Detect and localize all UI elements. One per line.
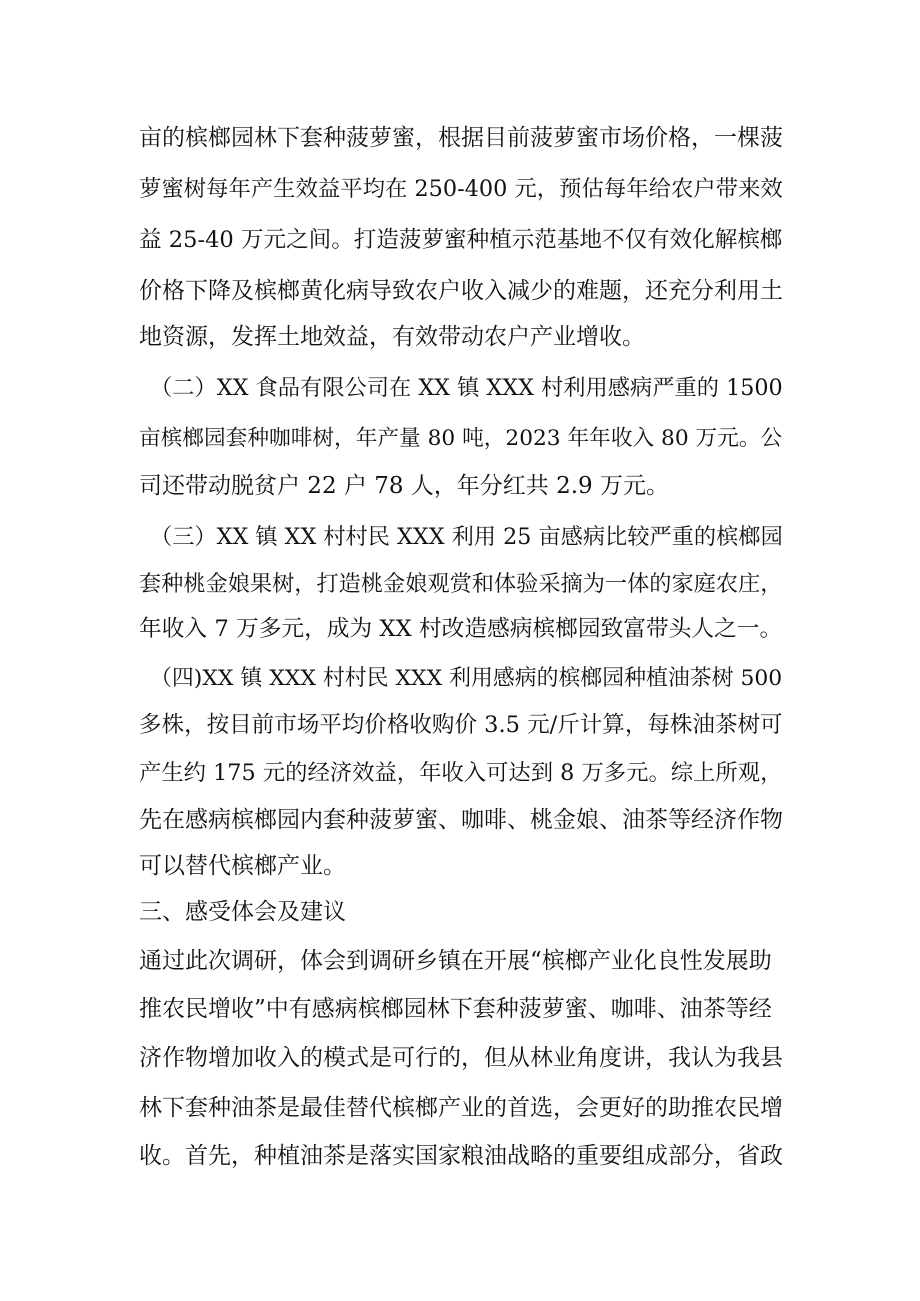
body-line-1 <box>139 122 783 154</box>
section-two-line-1: （二）XX 食品有限公司在 XX 镇 XXX 村利用感病严重的 1500 <box>150 375 783 401</box>
conclusion-line-5: 收。首先，种植油茶是落实国家粮油战略的重要组成部分，省政 <box>139 1143 783 1169</box>
body-line-4: 价格下降及槟榔黄化病导致农户收入减少的难题，还充分利用土 <box>139 278 783 304</box>
section-two-line-3: 司还带动脱贫户 22 户 78 人，年分红共 2.9 万元。 <box>139 473 669 499</box>
section-two-line-2: 亩槟榔园套种咖啡树，年产量 80 吨，2023 年年收入 80 万元。公 <box>139 426 783 451</box>
section-four-line-4: 先在感病槟榔园内套种菠萝蜜、咖啡、桃金娘、油茶等经济作物 <box>139 807 783 833</box>
conclusion-line-4: 林下套种油茶是最佳替代槟榔产业的首选，会更好的助推农民增 <box>139 1095 783 1121</box>
section-three-line-3: 年收入 7 万多元，成为 XX 村改造感病槟榔园致富带头人之一。 <box>139 616 783 642</box>
section-four-line-3: 产生约 175 元的经济效益，年收入可达到 8 万多元。综上所观， <box>139 760 783 786</box>
body-line-3: 益 25-40 万元之间。打造菠萝蜜种植示范基地不仅有效化解槟榔 <box>139 227 783 253</box>
section-four-line-1: （四)XX 镇 XXX 村村民 XXX 利用感病的槟榔园种植油茶树 500 <box>150 666 783 691</box>
conclusion-line-2: 推农民增收”中有感病槟榔园林下套种菠萝蜜、咖啡、油茶等经 <box>139 996 772 1022</box>
body-line-2: 萝蜜树每年产生效益平均在 250-400 元，预估每年给农户带来效 <box>139 176 783 202</box>
section-three-line-2: 套种桃金娘果树，打造桃金娘观赏和体验采摘为一体的家庭农庄， <box>139 571 783 597</box>
section-three-line-1: （三）XX 镇 XX 村村民 XXX 利用 25 亩感病比较严重的槟榔园 <box>150 524 783 550</box>
line-text: 亩的槟榔园林下套种菠萝蜜，根据目前菠萝蜜市场价格，一棵菠 <box>139 125 783 151</box>
section-heading: 三、感受体会及建议 <box>139 899 346 925</box>
body-line-5: 地资源，发挥土地效益，有效带动农户产业增收。 <box>139 324 645 350</box>
conclusion-line-1: 通过此次调研，体会到调研乡镇在开展“槟榔产业化良性发展助 <box>139 948 772 974</box>
section-four-line-2: 多株，按目前市场平均价格收购价 3.5 元/斤计算，每株油茶树可 <box>139 712 783 738</box>
section-four-line-5: 可以替代槟榔产业。 <box>139 853 346 879</box>
conclusion-line-3: 济作物增加收入的模式是可行的，但从林业角度讲，我认为我县 <box>139 1045 783 1071</box>
